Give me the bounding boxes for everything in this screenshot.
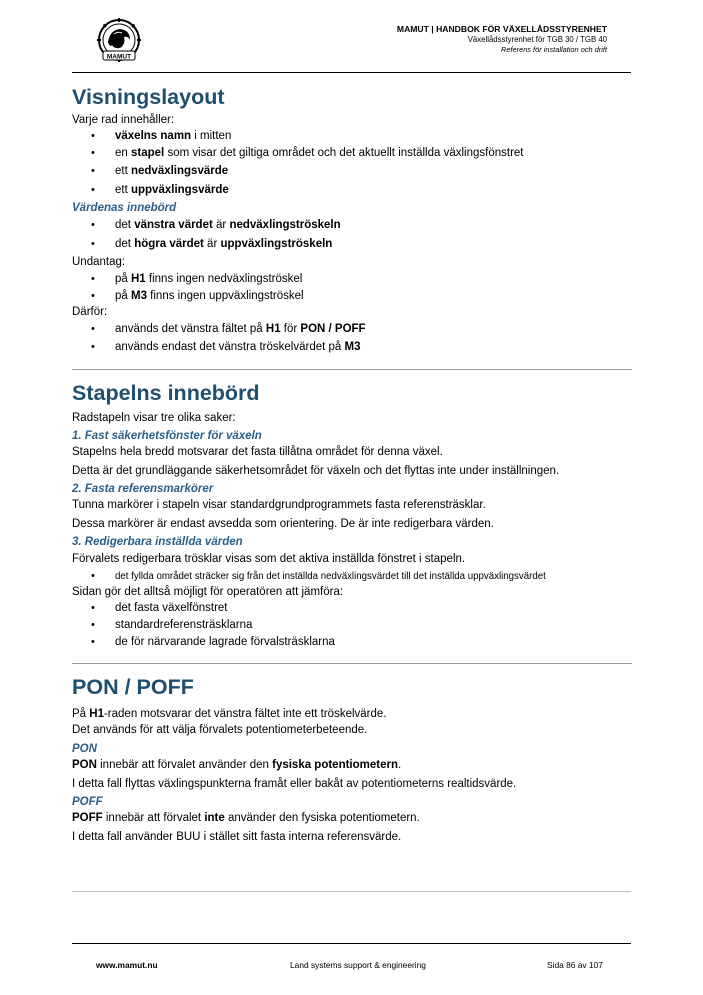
list-item: • ett uppväxlingsvärde: [72, 181, 632, 200]
list-item: • på M3 finns ingen uppväxlingströskel: [72, 289, 632, 304]
exception-list: [72, 270, 632, 304]
list-item: • används endast det vänstra tröskelvärdet på M3: [72, 339, 632, 356]
list-item: • det högra värdet är uppväxlingströskeln: [72, 235, 632, 254]
exception-label: Undantag:: [72, 256, 126, 268]
list-item: • används det vänstra fältet på H1 för PON / POFF: [72, 320, 632, 339]
bar-s3-list: [72, 569, 632, 584]
poff-paragraph-2: I detta fall använder BUU i stället sitt fasta interna referensvärde.: [72, 831, 402, 843]
display-row-list: [72, 128, 632, 200]
bar-s1-paragraph-1: Stapelns hela bredd motsvarar det fasta tillåtna området för denna växel.: [72, 446, 443, 458]
pon-subheading: PON: [72, 743, 97, 755]
company-logo: [94, 18, 148, 64]
bar-s1-paragraph-2: Detta är det grundläggande säkerhetsområdet för växeln och det flyttas inte under inställningen.: [72, 465, 560, 477]
section-divider: [72, 369, 632, 370]
bar-subheading-3: 3. Redigerbara inställda värden: [72, 536, 243, 548]
pon-paragraph-1: PON innebär att förvalet använder den fysiska potentiometern.: [72, 759, 402, 771]
bar-s2-paragraph-2: Dessa markörer är endast avsedda som orientering. De är inte redigerbara värden.: [72, 518, 494, 530]
list-item: • det vänstra värdet är nedväxlingströskeln: [72, 216, 632, 235]
poff-paragraph-1: POFF innebär att förvalet inte använder den fysiska potentiometern.: [72, 812, 420, 824]
section-heading-pon-poff: PON / POFF: [72, 675, 194, 699]
footer-website[interactable]: www.mamut.nu: [96, 960, 158, 970]
header-tagline: Referens för installation och drift: [501, 45, 607, 54]
header-title: MAMUT | HANDBOK FÖR VÄXELLÅDSSTYRENHET: [396, 24, 607, 34]
list-item: • en stapel som visar det giltiga området och det aktuellt inställda växlingsfönstret: [72, 145, 632, 162]
compare-intro: Sidan gör det alltså möjligt för operatören att jämföra:: [72, 586, 344, 598]
footer-company: Land systems support & engineering: [290, 960, 426, 970]
page-content: [72, 82, 632, 847]
list-item: • det fasta växelfönstret: [72, 600, 632, 617]
header-rule: [72, 72, 631, 73]
section-heading-bar-meaning: Stapelns innebörd: [72, 381, 260, 405]
list-item: • på H1 finns ingen nedväxlingströskel: [72, 270, 632, 289]
bar-intro: Radstapeln visar tre olika saker:: [72, 412, 236, 424]
list-item: • växelns namn i mitten: [72, 128, 632, 145]
bar-s3-paragraph-1: Förvalets redigerbara trösklar visas som det aktiva inställda fönstret i stapeln.: [72, 553, 466, 565]
bar-subheading-1: 1. Fast säkerhetsfönster för växeln: [72, 430, 262, 442]
footer-rule: [72, 943, 631, 944]
display-intro: Varje rad innehåller:: [72, 114, 175, 126]
pon-line-1: På H1-raden motsvarar det vänstra fältet inte ett tröskelvärde.: [72, 708, 387, 720]
poff-subheading: POFF: [72, 796, 103, 808]
list-item: • ett nedväxlingsvärde: [72, 162, 632, 181]
footer-page-number: Sida 86 av 107: [547, 960, 603, 970]
content-end-rule: [72, 891, 631, 892]
list-item: • de för närvarande lagrade förvalsträsklarna: [72, 634, 632, 651]
meaning-list: [72, 216, 632, 254]
meaning-subheading: Värdenas innebörd: [72, 202, 177, 214]
compare-list: [72, 600, 632, 651]
list-item: • det fyllda området sträcker sig från det inställda nedväxlingsvärdet till det inställda uppväxlingsvärdet: [72, 569, 632, 584]
header-subtitle: Växellådsstyrenhet för TGB 30 / TGB 40: [467, 35, 607, 44]
therefore-list: [72, 320, 632, 356]
svg-text:MAMUT: MAMUT: [106, 53, 132, 61]
bar-s2-paragraph-1: Tunna markörer i stapeln visar standardgrundprogrammets fasta referensträsklar.: [72, 499, 486, 511]
section-divider: [72, 663, 632, 664]
list-item: • standardreferensträsklarna: [72, 617, 632, 634]
pon-paragraph-2: I detta fall flyttas växlingspunkterna framåt eller bakåt av potentiometerns realtidsvärde.: [72, 778, 517, 790]
document-header: [397, 24, 607, 55]
therefore-label: Därför:: [72, 306, 108, 318]
bar-subheading-2: 2. Fasta referensmarkörer: [72, 483, 214, 495]
pon-line-2: Det används för att välja förvalets potentiometerbeteende.: [72, 724, 368, 736]
section-heading-display-layout: Visningslayout: [72, 85, 225, 109]
